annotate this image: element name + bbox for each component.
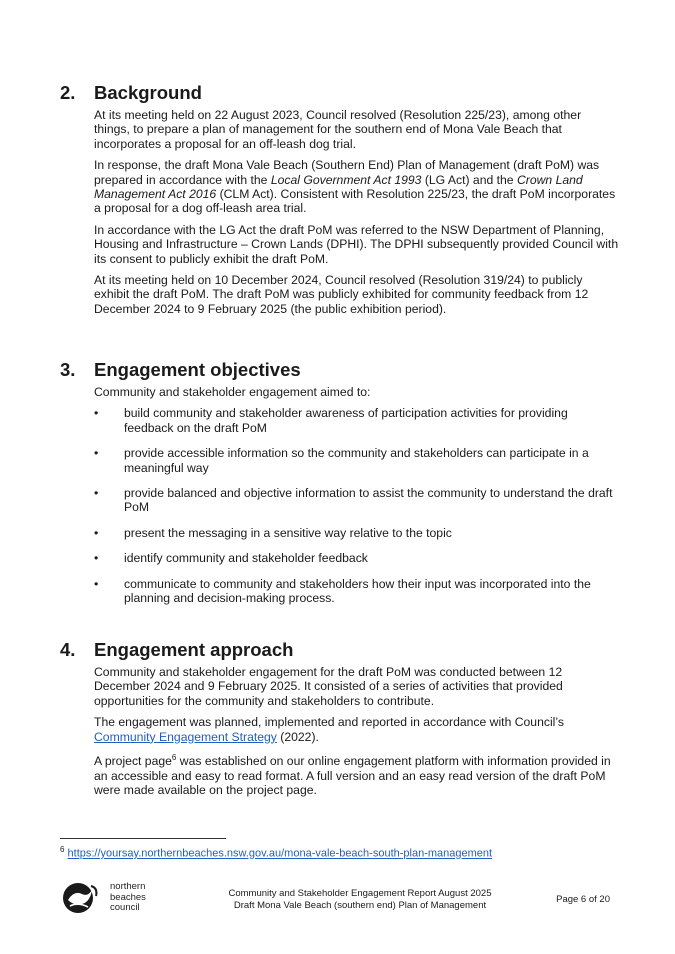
page-number: Page 6 of 20 — [556, 894, 610, 905]
footer-title-line: Community and Stakeholder Engagement Report August 2025 — [228, 888, 492, 899]
footnote-number: 6 — [60, 845, 65, 854]
section-heading — [60, 359, 620, 381]
act-title: Local Government Act 1993 — [270, 172, 422, 187]
act-title: Crown Land Management Act 2016 — [94, 172, 583, 202]
council-logo-icon — [60, 880, 104, 916]
section-title: Engagement objectives — [94, 359, 301, 380]
bullet-icon: • — [94, 525, 99, 540]
list-item-text: communicate to community and stakeholders how their input was incorporated into the planning and decision-making process. — [124, 576, 591, 606]
paragraph: At its meeting held on 10 December 2024, Council resolved (Resolution 319/24) to publicly exhibit the draft PoM. The draft PoM was publicly exhibited for community feedback from 12 December 2024 to 9 February 2025 (the public exhibition period). — [94, 273, 589, 316]
bullet-icon: • — [94, 406, 99, 421]
paragraph — [94, 715, 620, 744]
footnote-reference[interactable]: 6 — [171, 753, 177, 763]
paragraph: In accordance with the LG Act the draft PoM was referred to the NSW Department of Planning, Housing and Infrastructure – Crown Lands (DPHI). The DPHI subsequently provided Council with its consent to publicly exhibit the draft PoM. — [94, 222, 619, 266]
section-background — [60, 82, 620, 323]
section-engagement-objectives — [60, 359, 620, 616]
section-heading — [60, 639, 620, 661]
bullet-icon: • — [94, 576, 99, 591]
section-title: Background — [94, 82, 202, 103]
paragraph: Community and stakeholder engagement for the draft PoM was conducted between 12 December 2024 and 9 February 2025. It consisted of a series of activities that provided opportunities for the community and stakeholders to contribute. — [94, 665, 563, 708]
text-run: The engagement was planned, implemented and reported in accordance with Council’s — [94, 715, 564, 730]
list-item — [94, 526, 620, 540]
bullet-icon: • — [94, 486, 99, 501]
text-run: (CLM Act). Consistent with Resolution 225/23, the draft PoM incorporates a proposal for a dog off-leash area trial. — [94, 187, 616, 216]
list-item-text: provide balanced and objective information to assist the community to understand the draft PoM — [124, 486, 613, 515]
footer-title-line: Draft Mona Vale Beach (southern end) Plan of Management — [233, 900, 487, 911]
footnote — [60, 845, 492, 860]
paragraph: Community and stakeholder engagement aimed to: — [94, 385, 371, 399]
logo-text-line: northern — [110, 881, 146, 892]
list-item — [94, 551, 620, 565]
section-heading — [60, 82, 620, 104]
page-footer — [60, 880, 620, 920]
section-title: Engagement approach — [94, 639, 294, 660]
footer-document-title — [220, 888, 500, 912]
paragraph — [94, 751, 620, 797]
section-number: 2. — [60, 82, 76, 103]
text-run: A project page — [94, 754, 172, 769]
section-number: 4. — [60, 639, 76, 660]
objectives-list — [94, 406, 620, 605]
list-item-text: provide accessible information so the community and stakeholders can participate in a meaningful way — [124, 446, 589, 475]
footnote-divider — [60, 838, 226, 839]
text-run: (2022). — [276, 729, 319, 744]
list-item — [94, 446, 620, 475]
list-item — [94, 406, 620, 435]
bullet-icon: • — [94, 446, 99, 461]
list-item-text: identify community and stakeholder feedback — [124, 551, 368, 566]
paragraph: At its meeting held on 22 August 2023, Council resolved (Resolution 225/23), among other things, to prepare a plan of management for the southern end of Mona Vale Beach that incorporates a proposal for an off-leash dog trial. — [94, 108, 582, 151]
list-item-text: build community and stakeholder awareness of participation activities for providing feedback on the draft PoM — [124, 406, 568, 435]
bullet-icon: • — [94, 551, 99, 566]
text-run: was established on our online engagement platform with information provided in an accessible and easy to read format. A full version and an easy read version of the draft PoM were made available on the project page. — [94, 754, 611, 797]
list-item — [94, 577, 620, 606]
section-number: 3. — [60, 359, 76, 380]
council-logo-wordmark — [110, 882, 146, 914]
footnote-url-link[interactable]: https://yoursay.northernbeaches.nsw.gov.au/mona-vale-beach-south-plan-management — [67, 847, 493, 860]
list-item-text: present the messaging in a sensitive way relative to the topic — [124, 525, 452, 540]
logo-text-line: beaches — [110, 891, 146, 903]
paragraph — [94, 158, 620, 216]
text-run: (LG Act) and the — [421, 172, 517, 187]
logo-text-line: council — [110, 902, 140, 913]
community-engagement-strategy-link[interactable]: Community Engagement Strategy — [94, 729, 277, 744]
section-engagement-approach — [60, 639, 620, 804]
list-item — [94, 486, 620, 515]
text-run: In response, the draft Mona Vale Beach (Southern End) Plan of Management (draft PoM) was prepared in accordance with the — [94, 158, 600, 187]
